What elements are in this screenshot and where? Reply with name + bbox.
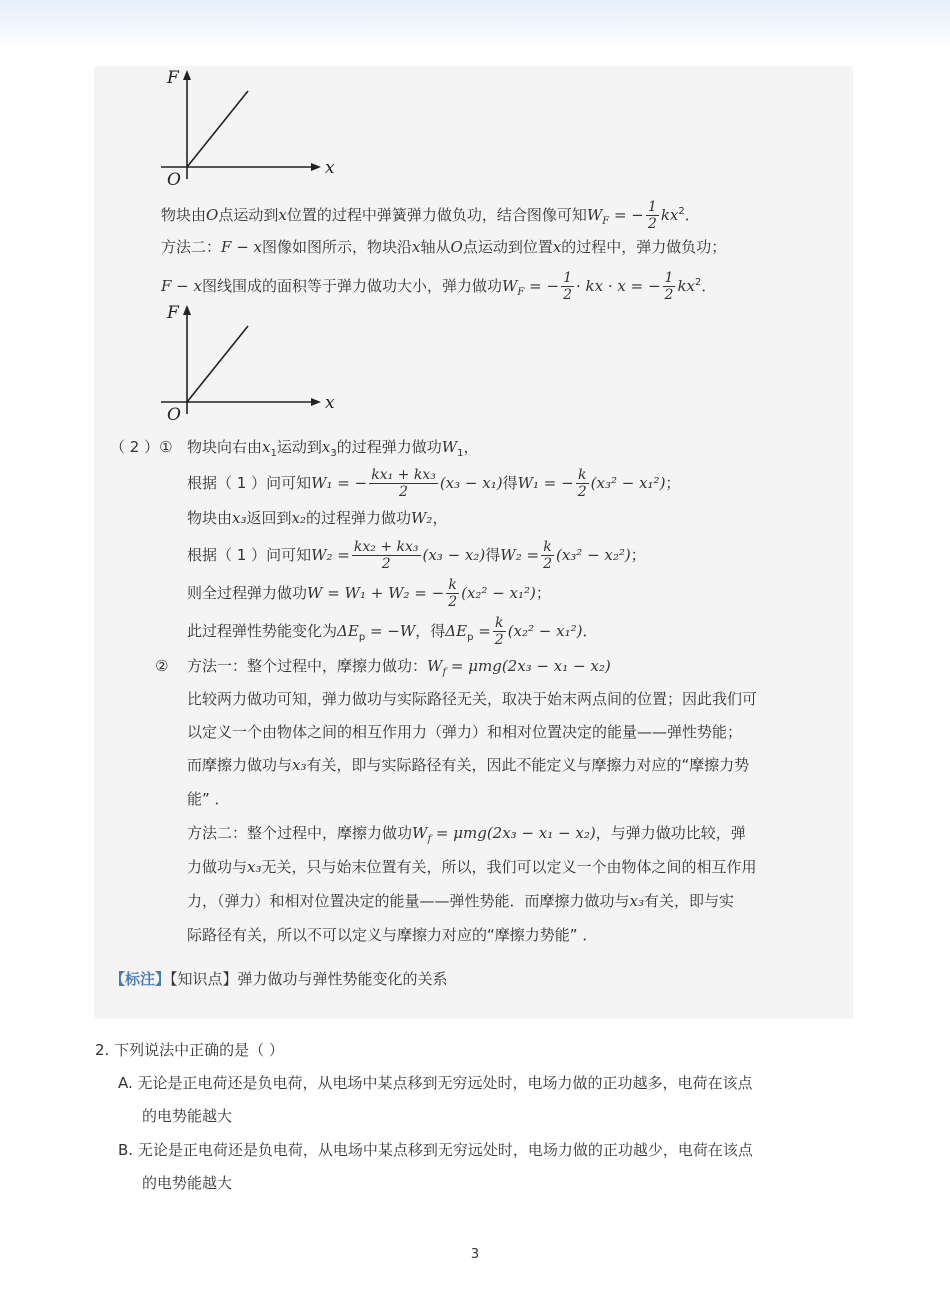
question2-option-a-cont: 的电势能越大 — [142, 1107, 233, 1125]
method2-line1: 方法二：整个过程中，摩擦力做功$W_f = \mu mg(2x_3 - x_1 - x_2)$，与弹力做功比较，弹 — [187, 824, 746, 845]
fraction: $\frac{k}{2}$ — [494, 615, 504, 648]
part2-line4: 根据（ 1 ）问可知W₂ = $\frac{\text{kx₂ + kx₃}}{2}$ (x₃ − x₂)得W₂ = $\frac{k}{2}$ (x₃² − x₂²)； — [187, 539, 646, 572]
graph1-y-label: F — [167, 68, 179, 88]
part1-line3: F − x图线围成的面积等于弹力做功大小，弹力做功$W_F$ = − $\frac{1}{2}$ · kx · x = − $\frac{1}{2}$ $kx^2$． — [161, 270, 717, 303]
part2-line2: 根据（ 1 ）问可知W₁ = − $\frac{\text{kx₁ + kx₃}}{2}$ (x₃ − x₁)得W₁ = − $\frac{k}{2}$ (x₃² − x₁²)； — [187, 467, 681, 500]
page-number: 3 — [470, 1247, 480, 1262]
f-x-graph-2 — [155, 301, 345, 426]
graph2-y-label: F — [167, 303, 179, 323]
page-header-band — [0, 0, 950, 48]
fraction: $\frac{k}{2}$ — [543, 539, 552, 572]
note-line — [110, 968, 448, 990]
note-tag: 【标注】 — [110, 970, 171, 988]
part1-line1: 物块由O点运动到x位置的过程中弹簧弹力做负功，结合图像可知$W_F$ = − $\frac{1}{2}$ $kx^2$． — [161, 199, 700, 232]
method1-line1: 方法一：整个过程中，摩擦力做功：$W_f = \mu mg(2x_3 - x_1 - x_2)$ — [187, 657, 611, 678]
note-text: 【知识点】弹力做功与弹性势能变化的关系 — [170, 970, 448, 988]
method2-line4: 际路径有关，所以不可以定义与摩擦力对应的“摩擦力势能” ． — [187, 926, 598, 944]
part2-line6: 此过程弹性势能变化为$\Delta E_p = -W$，得$\Delta E_p$ = $\frac{k}{2}$ (x₂² − x₁²)． — [187, 615, 598, 648]
part2-line3: 物块由x₃返回到x₂的过程弹力做功W₂， — [187, 509, 448, 527]
fraction: $\frac{1}{2}$ — [647, 199, 657, 232]
graph1-origin-label: O — [167, 170, 181, 190]
fraction: $\frac{1}{2}$ — [563, 270, 572, 303]
part2-label: （ 2 ）① — [110, 438, 173, 456]
part1-line2: 方法二：F − x图像如图所示，物块沿x轴从O点运动到位置x的过程中，弹力做负功； — [161, 238, 727, 256]
question2-option-b-cont: 的电势能越大 — [142, 1174, 233, 1192]
fraction: $\frac{k}{2}$ — [448, 577, 458, 610]
part2-line1: 物块向右由$x_1$运动到$x_3$的过程弹力做功$W_1$， — [187, 438, 479, 459]
method1-line2: 比较两力做功可知，弹力做功与实际路径无关，取决于始末两点间的位置；因此我们可 — [187, 690, 758, 708]
fraction: $\frac{\text{kx₁ + kx₃}}{2}$ — [371, 467, 436, 500]
fraction: $\frac{1}{2}$ — [664, 270, 674, 303]
graph2-x-label: x — [325, 393, 335, 413]
question2-stem: 2. 下列说法中正确的是（ ） — [95, 1041, 284, 1059]
method2-line2: 力做功与x₃无关，只与始末位置有关，所以，我们可以定义一个由物体之间的相互作用 — [187, 858, 757, 876]
question2-option-b[interactable]: B. 无论是正电荷还是负电荷，从电场中某点移到无穷远处时，电场力做的正功越少，电荷在该点 — [118, 1141, 753, 1159]
f-x-graph-1 — [155, 66, 345, 191]
method1-line4: 而摩擦力做功与x₃有关，即与实际路径有关，因此不能定义与摩擦力对应的“摩擦力势 — [187, 756, 750, 774]
method2-line3: 力，（弹力）和相对位置决定的能量——弹性势能．而摩擦力做功与x₃有关，即与实 — [187, 892, 735, 910]
part2-circle-2: ② — [155, 657, 169, 675]
part2-line5: 则全过程弹力做功W = W₁ + W₂ = − $\frac{k}{2}$ (x₂² − x₁²)； — [187, 577, 551, 610]
method1-line5: 能” ． — [187, 790, 230, 808]
question2-option-a[interactable]: A. 无论是正电荷还是负电荷，从电场中某点移到无穷远处时，电场力做的正功越多，电荷在该点 — [118, 1074, 753, 1092]
graph2-origin-label: O — [167, 405, 181, 425]
fraction: $\frac{k}{2}$ — [577, 467, 587, 500]
method1-line3: 以定义一个由物体之间的相互作用力（弹力）和相对位置决定的能量——弹性势能； — [187, 723, 743, 741]
fraction: $\frac{\text{kx₂ + kx₃}}{2}$ — [353, 539, 419, 572]
graph1-x-label: x — [325, 158, 335, 178]
